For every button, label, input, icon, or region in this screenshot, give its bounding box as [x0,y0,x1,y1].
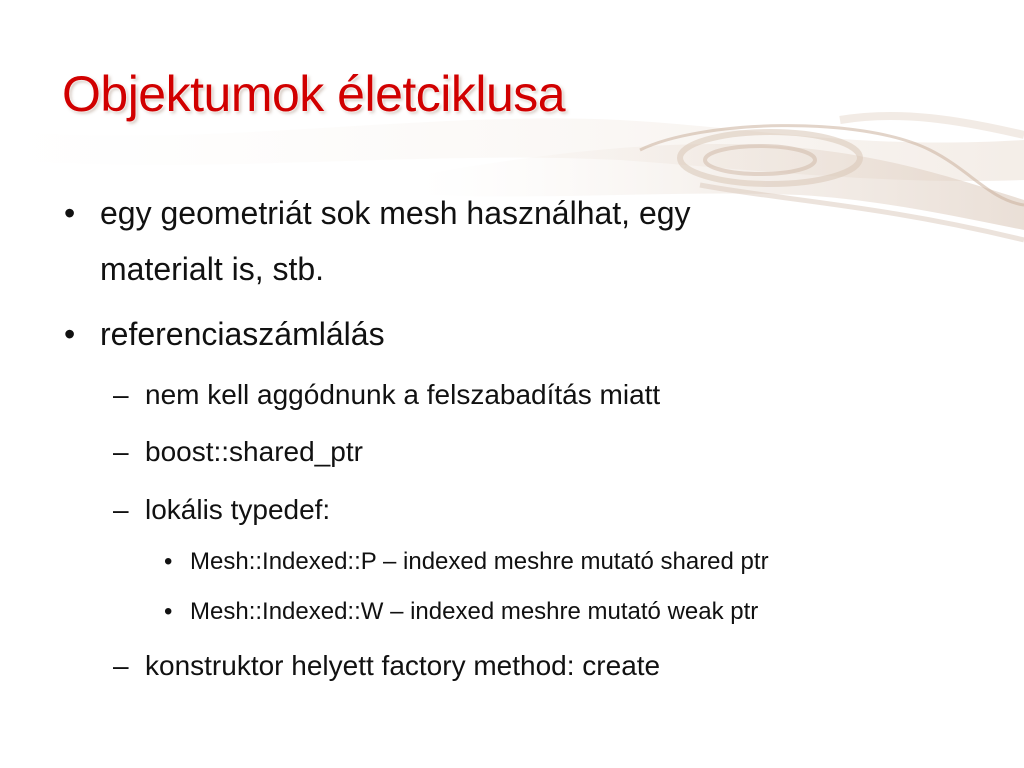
sub-bullet-4-text: konstruktor helyett factory method: create [145,650,661,681]
sub-bullet-marker: – [113,650,129,681]
sub-bullet-marker: – [113,494,129,525]
bullet-1-line-2: materialt is, stb. [100,251,325,287]
sub-bullet-1-text: nem kell aggódnunk a felszabadítás miatt [145,379,661,410]
sub-bullet-marker: – [113,436,129,467]
sub-sub-bullet-marker: • [164,598,173,625]
sub-bullet-3-text: lokális typedef: [145,494,331,525]
sub-bullet-marker: – [113,379,129,410]
slide-title: Objektumok életciklusa [62,66,566,122]
bullet-marker: • [64,316,76,352]
sub-sub-bullet-2-text: Mesh::Indexed::W – indexed meshre mutató weak ptr [190,598,759,625]
bullet-2-text: referenciaszámlálás [100,316,385,352]
sub-sub-bullet-marker: • [164,548,173,575]
sub-sub-bullet-1-text: Mesh::Indexed::P – indexed meshre mutató shared ptr [190,548,769,575]
bullet-1-line-1: egy geometriát sok mesh használhat, egy [100,195,691,231]
bullet-marker: • [64,195,76,231]
sub-bullet-2-text: boost::shared_ptr [145,436,363,467]
